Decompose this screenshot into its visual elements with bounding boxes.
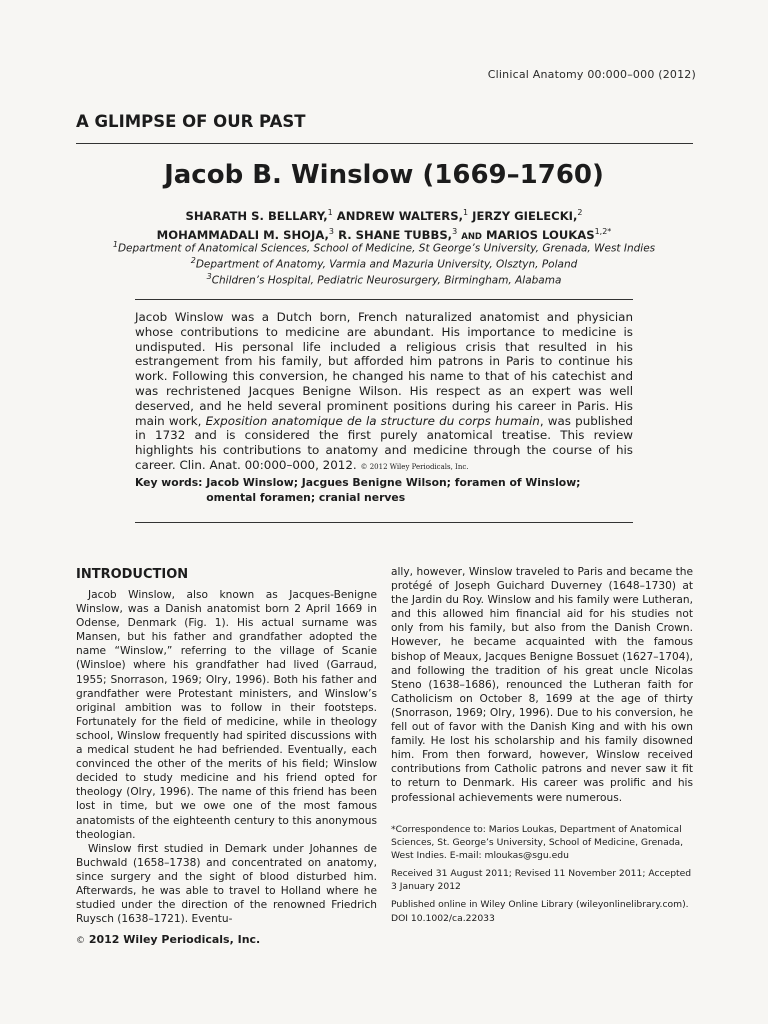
- abstract-copyright: © 2012 Wiley Periodicals, Inc.: [360, 462, 469, 471]
- article-title: Jacob B. Winslow (1669–1760): [164, 160, 604, 190]
- keywords: [135, 475, 626, 505]
- correspondence-note: *Correspondence to: Marios Loukas, Department of Anatomical Sciences, St. George’s University, School of Medicine, Grenada, West Indies. E-mail: mloukas@sgu.edu: [391, 824, 684, 862]
- paragraph: Jacob Winslow, also known as Jacques-Benigne Winslow, was a Danish anatomist born 2 April 1669 in Odense, Denmark (Fig. 1). His actual surname was Mansen, but his father and grandfather adopted the name “Winslow,” referring to the village of Scanie (Winsloe) where his grandfather had lived (Garraud, 1955; Snorrason, 1969; Olry, 1996). Both his father and grandfather were Protestant ministers, and Winslow’s original ambition was to follow in their footsteps. Fortunately for the field of medicine, while in theology school, Winslow frequently had spirited discussions with a medical student he had befriended. Eventually, each convinced the other of the merits of his field; Winslow decided to study medicine and his friend opted for theology (Olry, 1996). The name of this friend has been lost in time, but we owe one of the most famous anatomists of the eighteenth century to this anonymous theologian.: [76, 589, 377, 841]
- paragraph: ally, however, Winslow traveled to Paris and became the protégé of Joseph Guichard Duverney (1648–1730) at the Jardin du Roy. Winslow and his family were Lutheran, and this allowed him financial aid for his studies not only from his family, but also from the Danish Crown. However, he became acquainted with the famous bishop of Meaux, Jacques Benigne Bossuet (1627–1704), and following the tradition of his great uncle Nicolas Steno (1638–1686), renounced the Lutheran faith for Catholicism on October 8, 1699 at the age of thirty (Snorrason, 1969; Olry, 1996). Due to his conversion, he fell out of favor with the Danish King and with his own family. He lost his scholarship and his family disowned him. From then forward, however, Winslow received contributions from Catholic patrons and never saw it fit to return to Denmark. His career was prolific and his professional achievements were numerous.: [391, 566, 693, 804]
- author-affil-mark: 3: [452, 226, 458, 236]
- body-column-left: [76, 588, 377, 926]
- author-affil-mark: 1,2*: [594, 226, 612, 236]
- author-name: JERZY GIELECKI,: [472, 208, 578, 223]
- abstract-book-title: Exposition anatomique de la structure du corps humain: [205, 413, 540, 428]
- author-name: R. SHANE TUBBS,: [338, 227, 453, 242]
- author-affil-mark: 3: [328, 226, 335, 236]
- author-affil-mark: 1: [462, 208, 469, 217]
- author-name: MOHAMMADALI M. SHOJA,: [156, 227, 329, 242]
- abstract-top-rule: [135, 299, 633, 300]
- affiliation: Department of Anatomy, Varmia and Mazuria University, Olsztyn, Poland: [195, 258, 578, 271]
- abstract-text: Jacob Winslow was a Dutch born, French naturalized anatomist and physician whose contributions to medicine are abundant. His importance to medicine is undisputed. His personal life included a religious crisis that resulted in his estrangement from his family, but afforded him patrons in Paris to continue his work. Following this conversion, he changed his name to that of his catechist and was rechristened Jacques Benigne Wilson. His respect as an expert was well deserved, and he held several prominent positions during his career in Paris. His main work,: [135, 310, 633, 428]
- body-column-right: [391, 565, 693, 805]
- author-and: AND: [461, 231, 482, 242]
- abstract: [135, 310, 633, 475]
- author-name: SHARATH S. BELLARY,: [185, 208, 328, 223]
- header-rule: [76, 143, 693, 144]
- keywords-values: Jacob Winslow; Jacgues Benigne Wilson; foramen of Winslow; omental foramen; cranial nerves: [206, 476, 581, 504]
- author-name: ANDREW WALTERS,: [336, 208, 463, 223]
- section-label: A GLIMPSE OF OUR PAST: [76, 112, 306, 131]
- footer-text: 2012 Wiley Periodicals, Inc.: [88, 933, 261, 946]
- section-heading-introduction: INTRODUCTION: [76, 567, 189, 582]
- author-name: MARIOS LOUKAS: [486, 227, 595, 242]
- author-affil-mark: 1: [327, 208, 333, 217]
- abstract-text: , was published in 1732 and is considered the first purely anatomical treatise. This review highlights his contributions to anatomy and medicine through the course of his career. Clin. Anat. 00:000–000, 2012.: [135, 413, 633, 472]
- affiliation: Children’s Hospital, Pediatric Neurosurgery, Birmingham, Alabama: [211, 274, 562, 287]
- correspondence-block: [391, 823, 693, 930]
- affiliation: Department of Anatomical Sciences, School of Medicine, St George’s University, Grenada, West Indies: [117, 242, 656, 255]
- affil-mark: 2: [190, 256, 196, 265]
- keywords-label: Key words:: [135, 476, 203, 489]
- affiliation-list: [0, 239, 768, 287]
- abstract-bottom-rule: [135, 522, 633, 523]
- paragraph: Winslow first studied in Demark under Johannes de Buchwald (1658–1738) and concentrated on anatomy, since surgery and the sight of blood disturbed him. Afterwards, he was able to travel to Holland where he studied under the direction of the renowned Friedrich Ruysch (1638–1721). Eventu-: [76, 842, 377, 926]
- journal-citation: Clinical Anatomy 00:000–000 (2012): [487, 68, 696, 81]
- copyright-symbol: ©: [76, 936, 85, 946]
- affil-mark: 1: [112, 240, 118, 249]
- affil-mark: 3: [206, 272, 212, 281]
- received-dates: Received 31 August 2011; Revised 11 November 2011; Accepted 3 January 2012: [391, 868, 692, 893]
- page-footer: [76, 933, 260, 946]
- publication-info: Published online in Wiley Online Library (wileyonlinelibrary.com). DOI 10.1002/ca.22033: [391, 899, 689, 924]
- author-affil-mark: 2: [577, 208, 583, 217]
